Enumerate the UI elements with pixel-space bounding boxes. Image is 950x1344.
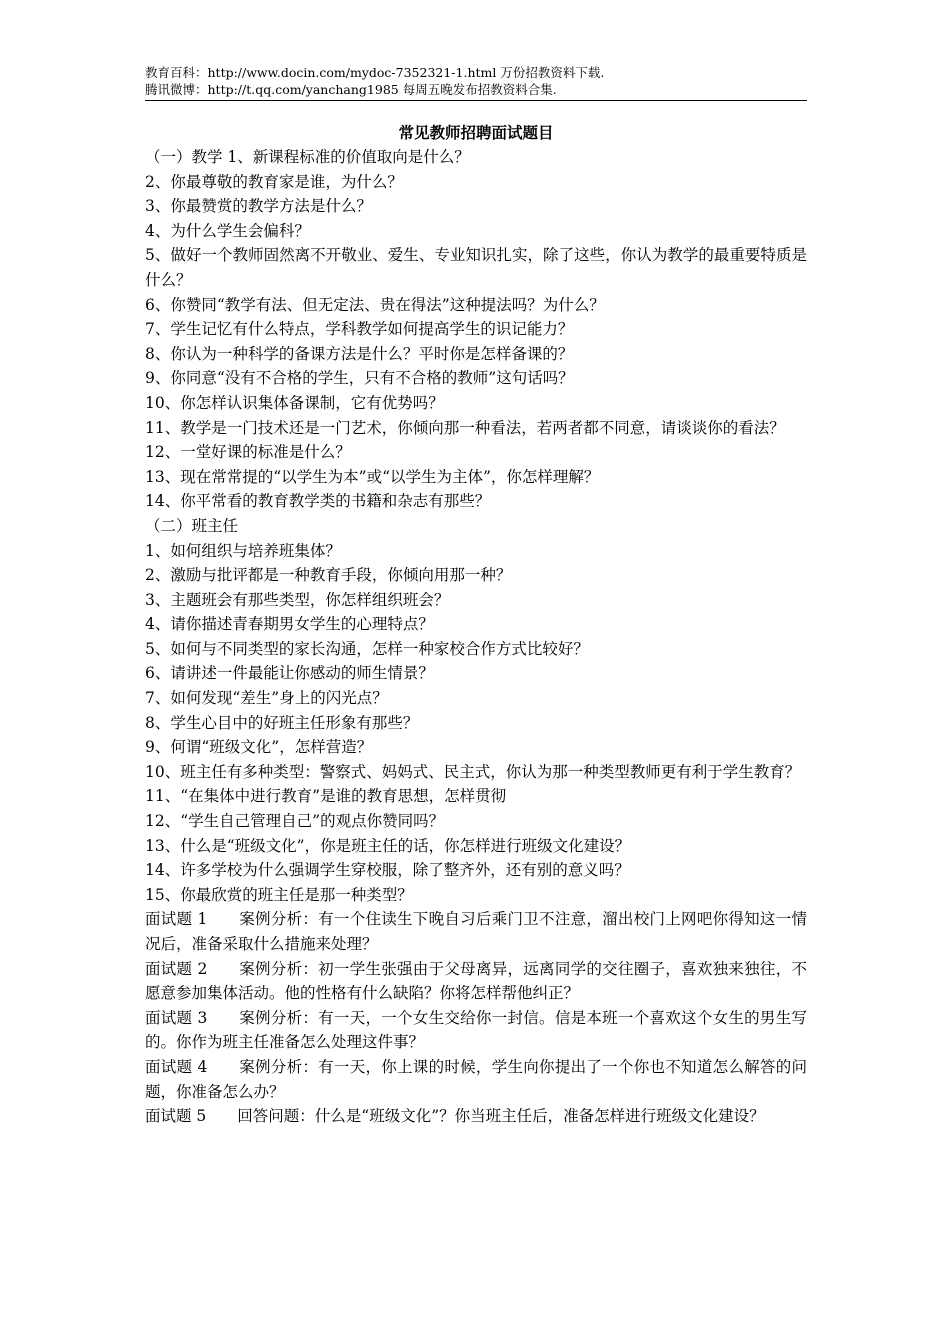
question-line: 5、如何与不同类型的家长沟通，怎样一种家校合作方式比较好？ [145,639,589,658]
interview-case: 面试题 3 案例分析：有一天，一个女生交给你一封信。信是本班一个喜欢这个女生的男生写的。你作为班主任准备怎么处理这件事？ [145,1008,807,1052]
question-line: 14、许多学校为什么强调学生穿校服，除了整齐外，还有别的意义吗？ [145,861,630,880]
question-list [145,145,807,1129]
question-line: 10、你怎样认识集体备课制，它有优势吗？ [145,393,444,412]
question-line: 14、你平常看的教育教学类的书籍和杂志有那些？ [145,492,491,511]
question-line: 10、班主任有多种类型：警察式、妈妈式、民主式，你认为那一种类型教师更有利于学生教育？ [145,762,801,781]
question-line: 6、你赞同“教学有法、但无定法、贵在得法”这种提法吗？为什么？ [145,295,605,314]
document-page [145,64,807,1129]
question-line: 5、做好一个教师固然离不开敬业、爱生、专业知识扎实，除了这些，你认为教学的最重要特质是什么？ [145,246,807,289]
question-line: 13、什么是“班级文化”，你是班主任的话，你怎样进行班级文化建设？ [145,836,631,855]
question-line: 2、你最尊敬的教育家是谁，为什么？ [145,172,403,191]
question-line: 11、教学是一门技术还是一门艺术，你倾向那一种看法，若两者都不同意，请谈谈你的看法？ [145,418,785,437]
question-line: 4、请你描述青春期男女学生的心理特点？ [145,615,434,634]
interview-case: 面试题 5 回答问题：什么是“班级文化”？你当班主任后，准备怎样进行班级文化建设？ [145,1107,765,1126]
question-line: 7、学生记忆有什么特点，学科教学如何提高学生的识记能力？ [145,320,574,339]
question-line: 12、“学生自己管理自己”的观点你赞同吗？ [145,812,445,831]
interview-case: 面试题 4 案例分析：有一天，你上课的时候，学生向你提出了一个你也不知道怎么解答的问题，你准备怎么办？ [145,1057,807,1101]
question-line: 9、你同意“没有不合格的学生，只有不合格的教师”这句话吗？ [145,369,574,388]
interview-case: 面试题 2 案例分析：初一学生张强由于父母离异，远离同学的交往圈子，喜欢独来独往，不愿意参加集体活动。他的性格有什么缺陷？你将怎样帮他纠正？ [145,959,807,1003]
document-title: 常见教师招聘面试题目 [398,123,554,142]
header-line-baike: 教育百科：http://www.docin.com/mydoc-7352321-1.html 万份招教资料下载. [145,65,605,80]
question-line: 1、如何组织与培养班集体？ [145,541,341,560]
question-line: 4、为什么学生会偏科？ [145,221,310,240]
question-line: 15、你最欣赏的班主任是那一种类型？ [145,885,413,904]
interview-case: 面试题 1 案例分析：有一个住读生下晚自习后乘门卫不注意，溜出校门上网吧你得知这一情况后，准备采取什么措施来处理？ [145,910,807,953]
question-line: 8、你认为一种科学的备课方法是什么？平时你是怎样备课的？ [145,344,574,363]
question-line: 6、请讲述一件最能让你感动的师生情景？ [145,664,434,683]
header-line-weibo: 腾讯微博：http://t.qq.com/yanchang1985 每周五晚发布招教资料合集. [145,82,557,97]
page-header [145,64,807,98]
question-line: 7、如何发现“差生”身上的闪光点？ [145,689,388,708]
question-line: 12、一堂好课的标准是什么？ [145,443,351,462]
question-line: 3、主题班会有那些类型，你怎样组织班会？ [145,590,450,609]
question-line: 3、你最赞赏的教学方法是什么？ [145,197,372,216]
header-rule [145,100,807,101]
question-line: 2、激励与批评都是一种教育手段，你倾向用那一种？ [145,566,512,585]
question-line: 8、学生心目中的好班主任形象有那些？ [145,713,419,732]
section-heading: （二）班主任 [145,516,239,535]
question-line: （一）教学 1、新课程标准的价值取向是什么？ [145,148,470,166]
question-line: 11、“在集体中进行教育”是谁的教育思想，怎样贯彻 [145,787,507,806]
question-line: 9、何谓“班级文化”，怎样营造？ [145,738,373,757]
question-line: 13、现在常常提的“以学生为本”或“以学生为主体”，你怎样理解？ [145,467,600,486]
